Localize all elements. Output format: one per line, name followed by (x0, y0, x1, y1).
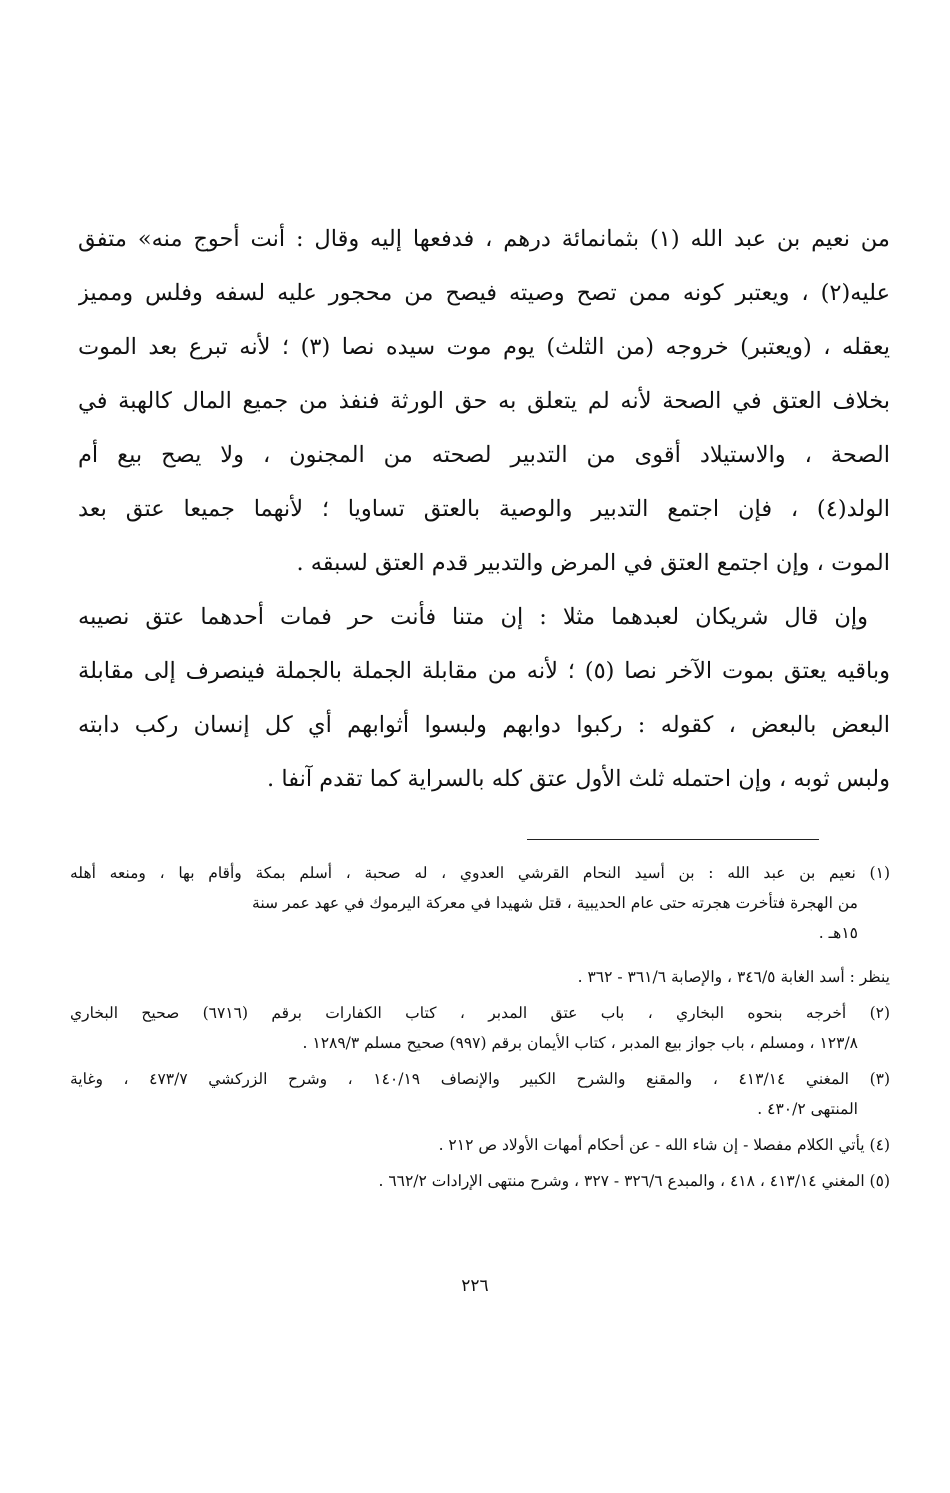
body-line: الولد(٤) ، فإن اجتمع التدبير والوصية بالعتق تساويا ؛ لأنهما جميعا عتق بعد (78, 496, 890, 522)
footnote-line: (٥) المغني ٤١٣/١٤ ، ٤١٨ ، والمبدع ٣٢٦/٦ - ٣٢٧ ، وشرح منتهى الإرادات ٦٦٢/٢ . (378, 1172, 890, 1190)
body-line: البعض بالبعض ، كقوله : ركبوا دوابهم ولبسوا أثوابهم أي كل إنسان ركب دابته (78, 712, 890, 738)
body-line: من نعيم بن عبد الله (١) بثمانمائة درهم ، فدفعها إليه وقال : أنت أحوج منه» متفق (78, 226, 890, 252)
body-line: وباقيه يعتق بموت الآخر نصا (٥) ؛ لأنه من مقابلة الجملة بالجملة فينصرف إلى مقابلة (78, 658, 890, 684)
footnotes (70, 858, 890, 1196)
body-line: يعقله ، (ويعتبر) خروجه (من الثلث) يوم موت سيده نصا (٣) ؛ لأنه تبرع بعد الموت (78, 334, 890, 360)
footnote-line: المنتهى ٤٣٠/٢ . (757, 1100, 858, 1118)
footnote-line: من الهجرة فتأخرت هجرته حتى عام الحديبية ، قتل شهيدا في معركة اليرموك في عهد عمر سنة (252, 894, 858, 912)
footnote-line: ١٥هـ . (818, 924, 858, 942)
body-line: الصحة ، والاستيلاد أقوى من التدبير لصحته من المجنون ، ولا يصح بيع أم (78, 442, 890, 468)
footnote-line: (٣) المغني ٤١٣/١٤ ، والمقنع والشرح الكبير والإنصاف ١٤٠/١٩ ، وشرح الزركشي ٤٧٣/٧ ، وغاية (70, 1070, 890, 1088)
body-line: وإن قال شريكان لعبدهما مثلا : إن متنا فأنت حر فمات أحدهما عتق نصيبه (78, 604, 868, 630)
page-number: ٢٢٦ (461, 1276, 489, 1296)
body-line: عليه(٢) ، ويعتبر كونه ممن تصح وصيته فيصح من محجور عليه لسفه وفلس ومميز (78, 280, 890, 306)
body-line: بخلاف العتق في الصحة لأنه لم يتعلق به حق الورثة فنفذ من جميع المال كالهبة في (78, 388, 890, 414)
footnote-line: ينظر : أسد الغابة ٣٤٦/٥ ، والإصابة ٣٦١/٦ - ٣٦٢ . (577, 968, 890, 986)
footnote-line: ١٢٣/٨ ، ومسلم ، باب جواز بيع المدبر ، كتاب الأيمان برقم (٩٩٧) صحيح مسلم ١٢٨٩/٣ . (302, 1034, 858, 1052)
body-line: ولبس ثوبه ، وإن احتمله ثلث الأول عتق كله بالسراية كما تقدم آنفا . (267, 766, 890, 792)
footnote-line: (٢) أخرجه بنحوه البخاري ، باب عتق المدبر ، كتاب الكفارات برقم (٦٧١٦) صحيح البخاري (70, 1004, 890, 1022)
body-line: الموت ، وإن اجتمع العتق في المرض والتدبير قدم العتق لسبقه . (296, 550, 890, 576)
footnote-line: (١) نعيم بن عبد الله : بن أسيد النحام القرشي العدوي ، له صحبة ، أسلم بمكة وأقام بها ، ومنعه أهله (70, 864, 890, 882)
footnote-line: (٤) يأتي الكلام مفصلا - إن شاء الله - عن أحكام أمهات الأولاد ص ٢١٢ . (438, 1136, 890, 1154)
footnote-separator (527, 839, 819, 840)
main-text (78, 212, 890, 806)
